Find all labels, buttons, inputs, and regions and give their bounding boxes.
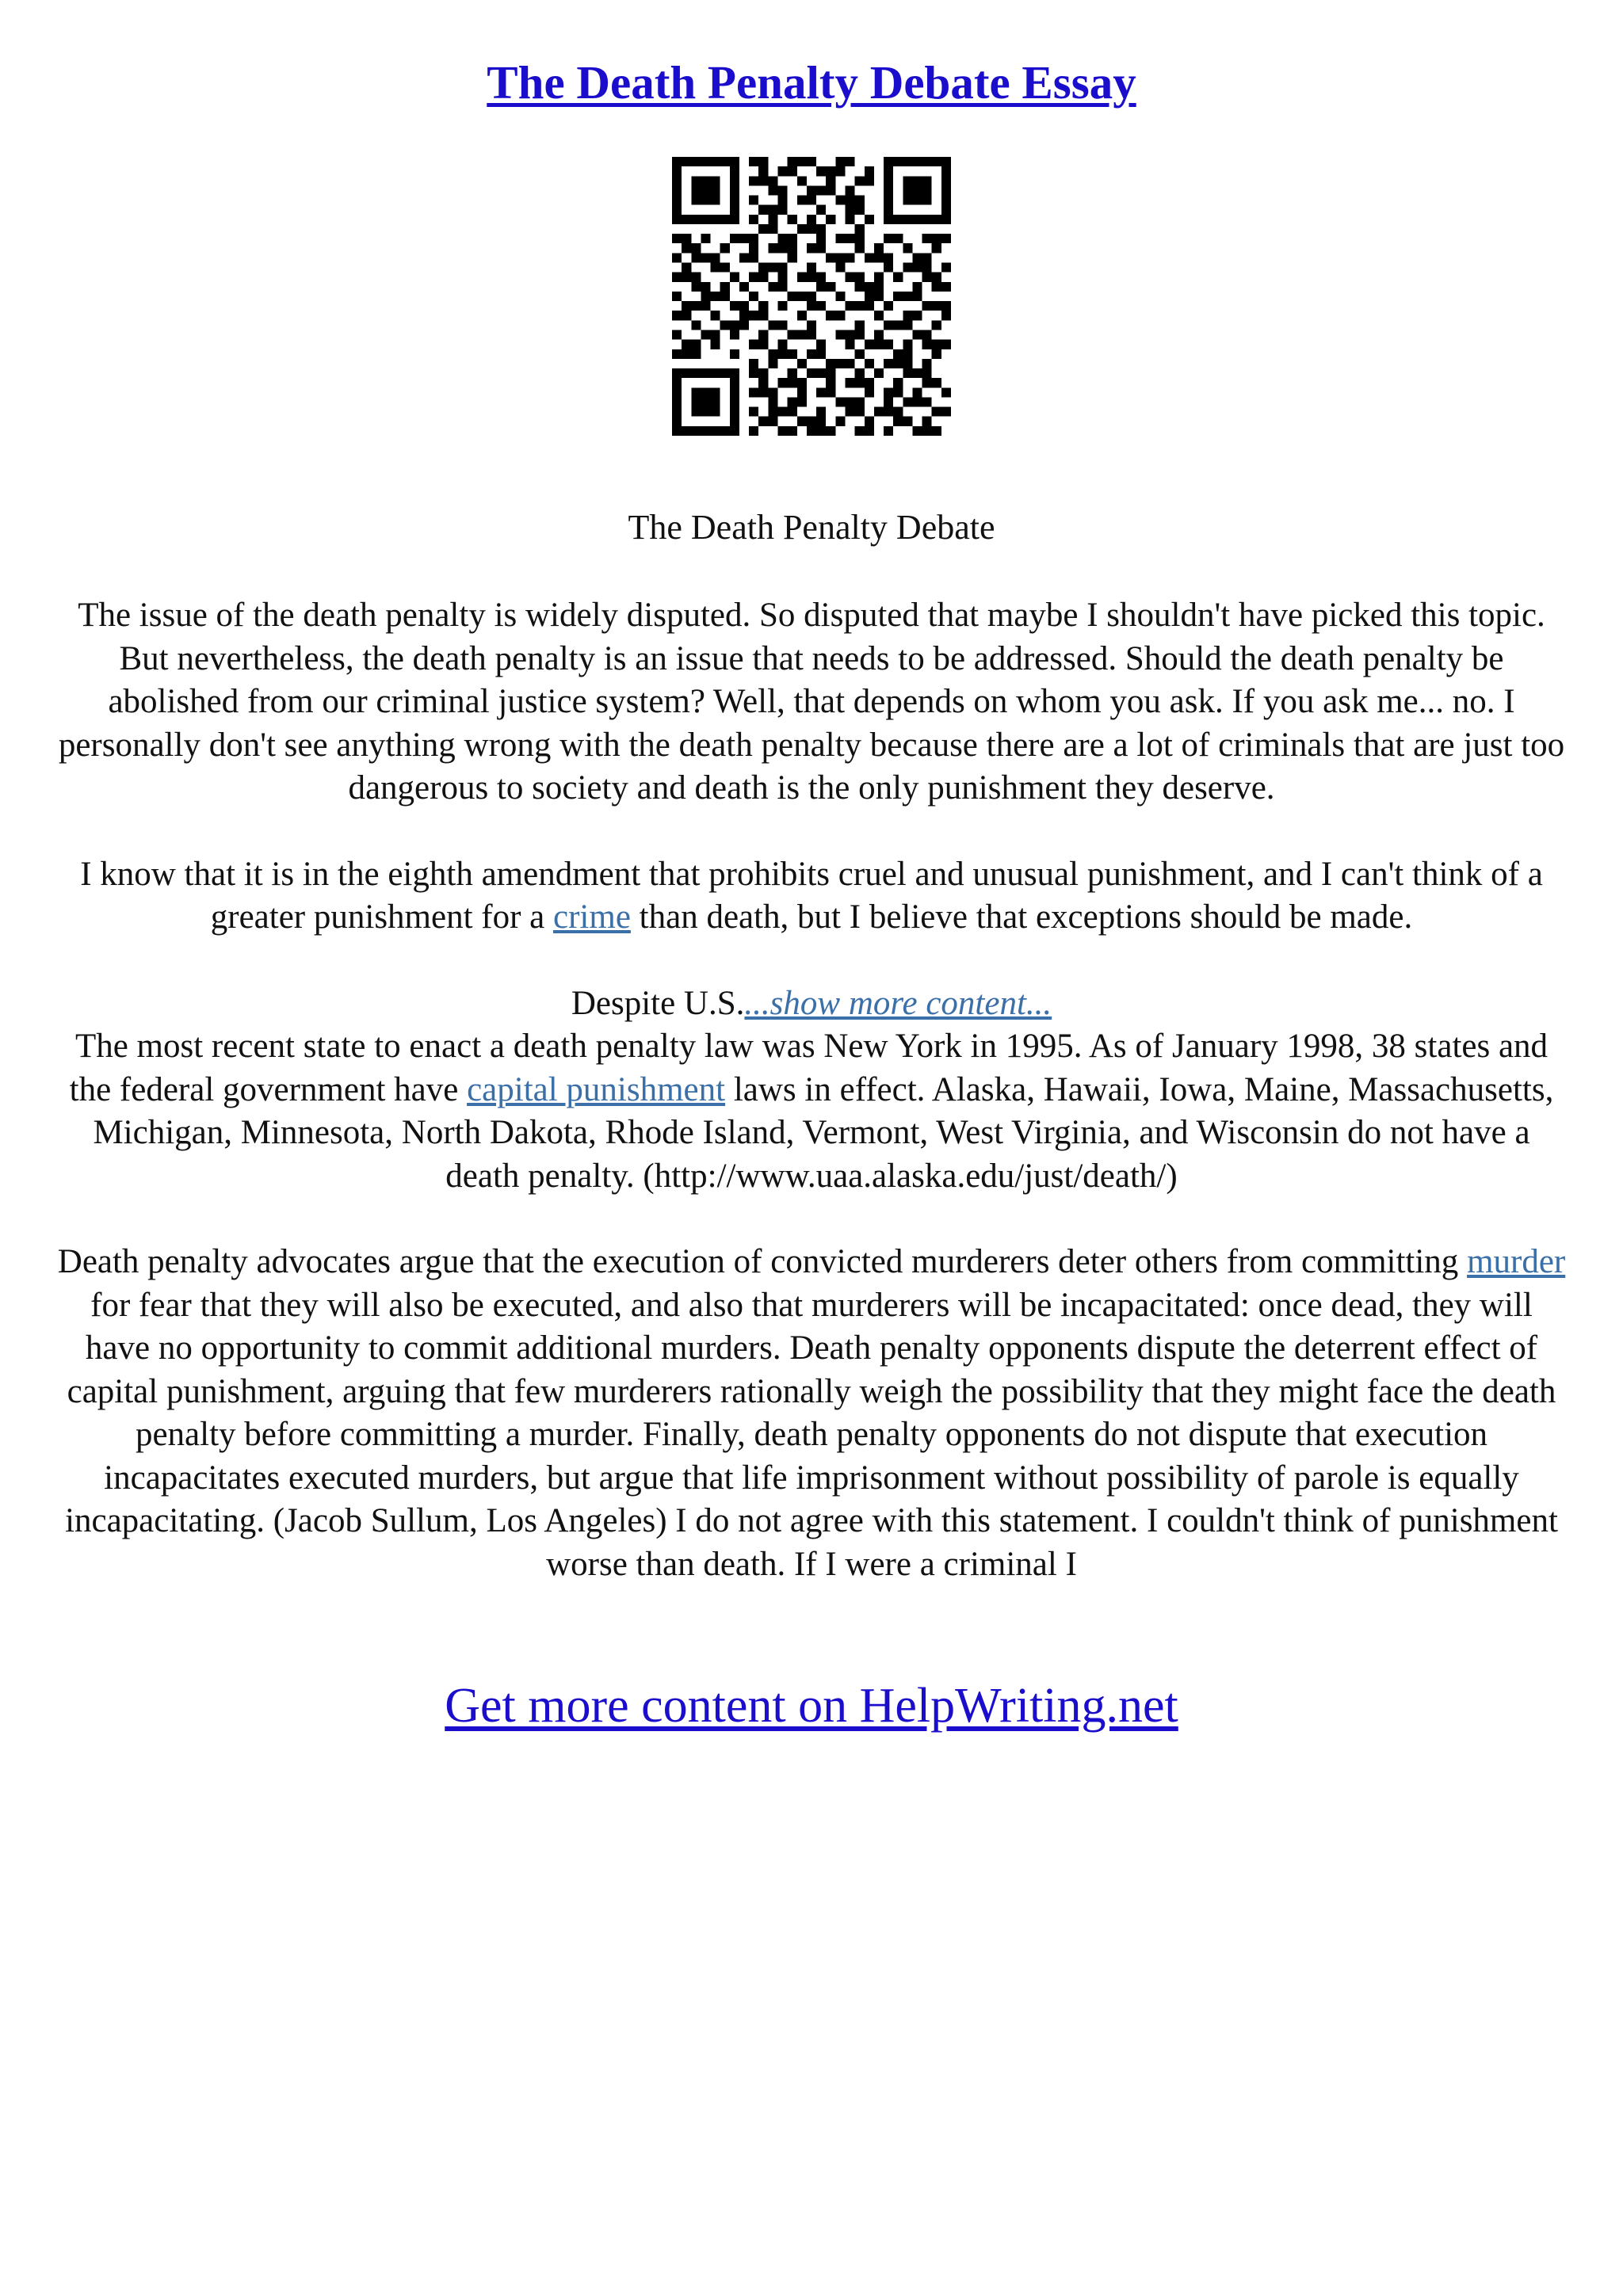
crime-link[interactable]: crime [553,898,631,936]
footer [0,1678,1623,1734]
paragraph-3-text: Despite U.S. [571,984,745,1022]
essay-subtitle: The Death Penalty Debate [628,508,995,547]
paragraph-5-text-after: for fear that they will also be executed, and also that murderers will be incapacitated: once dead, they will have no opportunity to commit additional murders. Death penalty opponents dispute the deterrent effect of capital punishment, arguing that few murderers rationally weigh the possibility that they might face the death penalty before committing a murder. Finally, death penalty opponents do not dispute that execution incapacitates executed murders, but argue that life imprisonment without possibility of parole is equally incapacitating. (Jacob Sullum, Los Angeles) I do not agree with this statement. I couldn't think of punishment worse than death. If I were a criminal I [65,1286,1558,1583]
essay-body [55,594,1568,1586]
paragraph-5 [55,1241,1568,1586]
paragraph-5-text-before: Death penalty advocates argue that the execution of convicted murderers deter others from committing [57,1243,1468,1280]
murder-link[interactable]: murder [1467,1243,1566,1280]
paragraph-2-text-after: than death, but I believe that exceptions should be made. [630,898,1413,936]
show-more-content-link[interactable]: ...show more content... [744,984,1052,1022]
paragraph-1: The issue of the death penalty is widely disputed. So disputed that maybe I shouldn't have picked this topic. But nevertheless, the death penalty is an issue that needs to be addressed. Should the death penalty be abolished from our criminal justice system? Well, that depends on whom you ask. If you ask me... no. I personally don't see anything wrong with the death penalty because there are a lot of criminals that are just too dangerous to society and death is the only punishment they deserve. [58,597,1565,807]
paragraph-4-text-before: The most recent state to enact a death penalty law was New York in 1995. As of January 1998, 38 states and the federal government have [69,1028,1549,1108]
paragraph-3 [55,982,1568,1026]
paragraph-4-text-after: laws in effect. Alaska, Hawaii, Iowa, Maine, Massachusetts, Michigan, Minnesota, North Dakota, Rhode Island, Vermont, West Virginia, and Wisconsin do not have a death penalty. (http://www.uaa.alaska.edu/just/death/) [93,1070,1554,1195]
essay-title-link[interactable]: The Death Penalty Debate Essay [487,56,1136,109]
qr-code-icon [672,157,951,436]
get-more-content-link[interactable]: Get more content on HelpWriting.net [445,1679,1178,1733]
paragraph-4 [55,1025,1568,1198]
capital-punishment-link[interactable]: capital punishment [467,1070,726,1108]
paragraph-2 [55,853,1568,940]
paragraph-2-text-before: I know that it is in the eighth amendment that prohibits cruel and unusual punishment, and I can't think of a greater punishment for a [80,855,1543,936]
title-wrap [0,55,1623,110]
